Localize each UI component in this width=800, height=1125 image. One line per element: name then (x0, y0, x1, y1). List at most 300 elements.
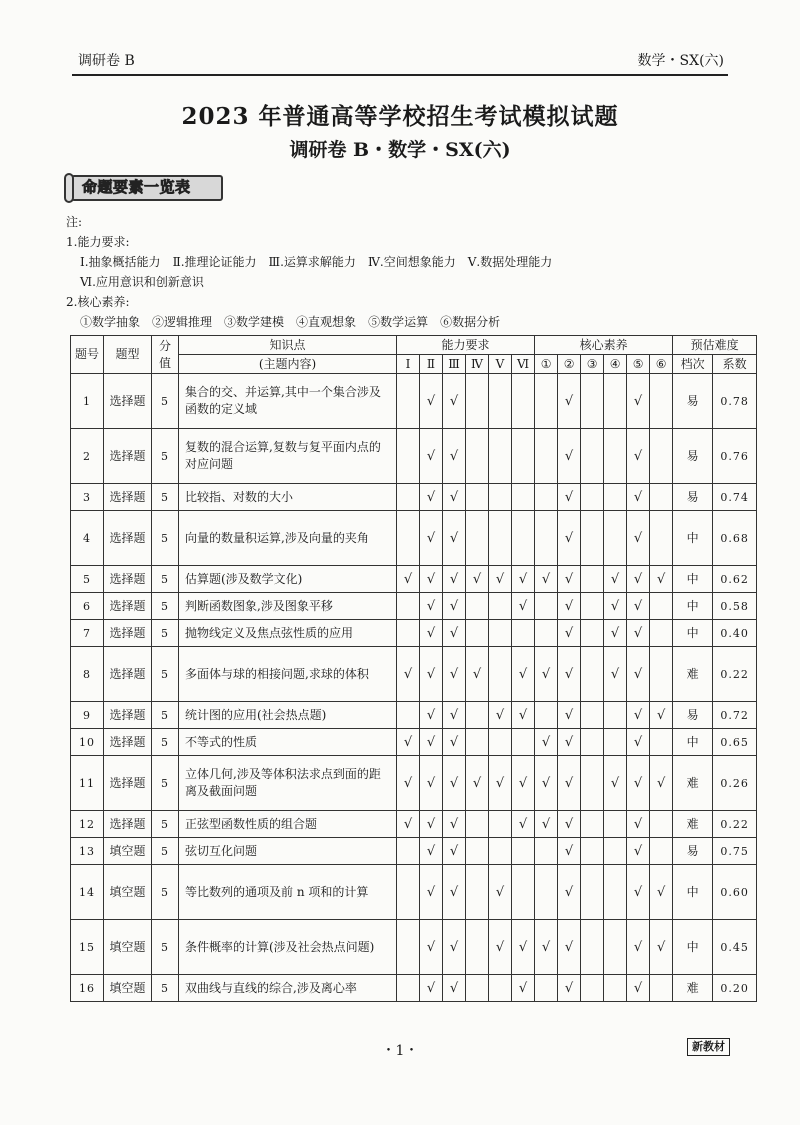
col-knowledge-header: 知识点 (179, 336, 397, 355)
row-num: 8 (71, 647, 104, 702)
note-label: 注: (66, 215, 83, 229)
literacy-list (66, 312, 564, 332)
header-divider (72, 74, 728, 76)
core-check-5: √ (627, 511, 650, 566)
core-check-4: √ (604, 593, 627, 620)
ability-check-5 (489, 620, 512, 647)
row-knowledge: 判断函数图象,涉及图象平移 (179, 593, 397, 620)
table-row (71, 620, 757, 647)
row-score: 5 (152, 920, 179, 975)
ability-check-6: √ (512, 811, 535, 838)
core-check-2: √ (558, 647, 581, 702)
row-type: 选择题 (104, 484, 152, 511)
core-check-5: √ (627, 620, 650, 647)
ability-item: Ⅳ.空间想象能力 (367, 255, 456, 269)
row-score: 5 (152, 511, 179, 566)
core-col: ⑤ (627, 355, 650, 374)
table-row (71, 811, 757, 838)
ability-check-1 (397, 593, 420, 620)
row-knowledge: 正弦型函数性质的组合题 (179, 811, 397, 838)
ability-check-6: √ (512, 702, 535, 729)
ability-check-6: √ (512, 593, 535, 620)
ability-item: Ⅲ.运算求解能力 (268, 255, 356, 269)
literacy-title: 2.核心素养: (66, 295, 130, 309)
row-num: 2 (71, 429, 104, 484)
core-check-4 (604, 975, 627, 1002)
ability-check-4 (466, 838, 489, 865)
ability-check-4 (466, 729, 489, 756)
row-score: 5 (152, 702, 179, 729)
ability-check-5 (489, 647, 512, 702)
row-num: 10 (71, 729, 104, 756)
core-check-2: √ (558, 729, 581, 756)
notes-section (66, 212, 564, 332)
ability-check-1 (397, 511, 420, 566)
row-level: 难 (673, 647, 713, 702)
core-col: ① (535, 355, 558, 374)
page-title: 2023 年普通高等学校招生考试模拟试题 (181, 103, 619, 130)
ability-check-1 (397, 429, 420, 484)
row-knowledge: 弦切互化问题 (179, 838, 397, 865)
ability-check-3: √ (443, 429, 466, 484)
row-type: 选择题 (104, 756, 152, 811)
ability-check-2: √ (420, 756, 443, 811)
core-check-5: √ (627, 429, 650, 484)
core-check-2: √ (558, 566, 581, 593)
row-knowledge: 比较指、对数的大小 (179, 484, 397, 511)
ability-check-5 (489, 811, 512, 838)
ability-check-5: √ (489, 756, 512, 811)
ability-check-1 (397, 620, 420, 647)
ability-check-1 (397, 374, 420, 429)
row-type: 填空题 (104, 865, 152, 920)
core-check-3 (581, 729, 604, 756)
core-check-4 (604, 920, 627, 975)
ability-check-3: √ (443, 566, 466, 593)
core-check-4 (604, 484, 627, 511)
ability-check-6 (512, 729, 535, 756)
row-knowledge: 向量的数量积运算,涉及向量的夹角 (179, 511, 397, 566)
ability-check-5 (489, 429, 512, 484)
row-type: 填空题 (104, 920, 152, 975)
ability-list-line2: Ⅵ.应用意识和创新意识 (80, 275, 204, 289)
row-knowledge: 抛物线定义及焦点弦性质的应用 (179, 620, 397, 647)
core-check-5: √ (627, 975, 650, 1002)
row-coef: 0.62 (713, 566, 757, 593)
row-knowledge: 多面体与球的相接问题,求球的体积 (179, 647, 397, 702)
core-check-4 (604, 811, 627, 838)
ability-check-1: √ (397, 729, 420, 756)
core-check-6: √ (650, 920, 673, 975)
row-level: 难 (673, 975, 713, 1002)
ability-col: Ⅴ (489, 355, 512, 374)
row-type: 填空题 (104, 975, 152, 1002)
row-coef: 0.26 (713, 756, 757, 811)
ability-check-5 (489, 374, 512, 429)
ability-check-2: √ (420, 620, 443, 647)
core-check-1: √ (535, 756, 558, 811)
difficulty-group-header: 预估难度 (673, 336, 757, 355)
ability-check-3: √ (443, 620, 466, 647)
ability-check-6 (512, 374, 535, 429)
core-check-2: √ (558, 374, 581, 429)
core-check-6 (650, 729, 673, 756)
row-knowledge: 复数的混合运算,复数与复平面内点的对应问题 (179, 429, 397, 484)
core-check-2: √ (558, 838, 581, 865)
core-check-3 (581, 756, 604, 811)
row-score: 5 (152, 975, 179, 1002)
row-coef: 0.58 (713, 593, 757, 620)
core-check-6: √ (650, 566, 673, 593)
row-score: 5 (152, 566, 179, 593)
core-check-3 (581, 702, 604, 729)
core-check-6 (650, 620, 673, 647)
row-type: 选择题 (104, 811, 152, 838)
row-level: 易 (673, 702, 713, 729)
literacy-item: ④直观想象 (296, 315, 357, 329)
ability-check-5 (489, 593, 512, 620)
core-check-2: √ (558, 511, 581, 566)
row-coef: 0.74 (713, 484, 757, 511)
core-check-5: √ (627, 647, 650, 702)
row-level: 中 (673, 920, 713, 975)
row-coef: 0.60 (713, 865, 757, 920)
ability-check-5 (489, 484, 512, 511)
core-check-4: √ (604, 620, 627, 647)
table-header (71, 336, 757, 374)
ability-check-2: √ (420, 593, 443, 620)
core-check-4 (604, 838, 627, 865)
row-num: 13 (71, 838, 104, 865)
table-row (71, 511, 757, 566)
ability-check-4 (466, 702, 489, 729)
core-check-2: √ (558, 865, 581, 920)
core-check-4 (604, 511, 627, 566)
ability-check-2: √ (420, 865, 443, 920)
core-check-4 (604, 865, 627, 920)
ability-check-6 (512, 484, 535, 511)
ability-check-4 (466, 975, 489, 1002)
core-check-3 (581, 511, 604, 566)
core-check-5: √ (627, 838, 650, 865)
row-level: 易 (673, 484, 713, 511)
row-coef: 0.78 (713, 374, 757, 429)
row-coef: 0.75 (713, 838, 757, 865)
ability-check-6 (512, 429, 535, 484)
ability-check-1: √ (397, 647, 420, 702)
core-check-6: √ (650, 702, 673, 729)
row-num: 1 (71, 374, 104, 429)
core-check-3 (581, 429, 604, 484)
ability-check-1 (397, 484, 420, 511)
core-check-1: √ (535, 647, 558, 702)
ability-check-4: √ (466, 647, 489, 702)
core-check-6 (650, 838, 673, 865)
core-check-1: √ (535, 729, 558, 756)
row-knowledge: 不等式的性质 (179, 729, 397, 756)
ability-check-3: √ (443, 729, 466, 756)
row-coef: 0.20 (713, 975, 757, 1002)
row-type: 选择题 (104, 729, 152, 756)
ability-check-4 (466, 811, 489, 838)
core-check-2: √ (558, 593, 581, 620)
row-score: 5 (152, 811, 179, 838)
core-check-6 (650, 429, 673, 484)
core-check-2: √ (558, 702, 581, 729)
col-level-header: 档次 (673, 355, 713, 374)
header-subject: 数学・SX(六) (637, 53, 724, 69)
core-check-1 (535, 702, 558, 729)
ability-group-header: 能力要求 (397, 336, 535, 355)
ability-check-3: √ (443, 593, 466, 620)
ability-check-1 (397, 865, 420, 920)
row-score: 5 (152, 620, 179, 647)
ability-col: Ⅳ (466, 355, 489, 374)
row-knowledge: 集合的交、并运算,其中一个集合涉及函数的定义域 (179, 374, 397, 429)
core-check-4 (604, 429, 627, 484)
ability-check-3: √ (443, 647, 466, 702)
core-check-4 (604, 702, 627, 729)
core-col: ⑥ (650, 355, 673, 374)
row-level: 中 (673, 865, 713, 920)
ability-item: Ⅰ.抽象概括能力 (80, 255, 161, 269)
col-score-header: 分值 (152, 336, 179, 374)
ability-check-6: √ (512, 756, 535, 811)
core-check-1 (535, 484, 558, 511)
ability-check-1: √ (397, 756, 420, 811)
banner-label: 命题要素一览表 (82, 178, 191, 196)
core-check-3 (581, 620, 604, 647)
row-score: 5 (152, 593, 179, 620)
table-row (71, 484, 757, 511)
ability-check-6: √ (512, 647, 535, 702)
row-coef: 0.72 (713, 702, 757, 729)
table-row (71, 647, 757, 702)
row-knowledge: 统计图的应用(社会热点题) (179, 702, 397, 729)
core-check-5: √ (627, 374, 650, 429)
elements-table (70, 335, 757, 1002)
ability-check-5 (489, 729, 512, 756)
core-check-1: √ (535, 920, 558, 975)
ability-col: Ⅰ (397, 355, 420, 374)
literacy-item: ⑥数据分析 (440, 315, 501, 329)
ability-title: 1.能力要求: (66, 235, 130, 249)
core-check-5: √ (627, 566, 650, 593)
ability-check-2: √ (420, 920, 443, 975)
table-row (71, 566, 757, 593)
row-coef: 0.22 (713, 647, 757, 702)
core-check-1: √ (535, 811, 558, 838)
ability-check-2: √ (420, 374, 443, 429)
row-num: 15 (71, 920, 104, 975)
ability-check-2: √ (420, 702, 443, 729)
row-type: 选择题 (104, 647, 152, 702)
ability-check-4 (466, 920, 489, 975)
core-check-3 (581, 647, 604, 702)
table-row (71, 593, 757, 620)
row-level: 中 (673, 620, 713, 647)
core-check-1 (535, 429, 558, 484)
row-level: 易 (673, 374, 713, 429)
ability-check-6 (512, 838, 535, 865)
col-coef-header: 系数 (713, 355, 757, 374)
core-group-header: 核心素养 (535, 336, 673, 355)
ability-check-3: √ (443, 865, 466, 920)
core-check-3 (581, 566, 604, 593)
ability-check-3: √ (443, 374, 466, 429)
row-num: 11 (71, 756, 104, 811)
table-row (71, 975, 757, 1002)
ability-col: Ⅱ (420, 355, 443, 374)
ability-check-6: √ (512, 566, 535, 593)
ability-check-2: √ (420, 429, 443, 484)
core-check-1 (535, 374, 558, 429)
row-type: 选择题 (104, 702, 152, 729)
literacy-item: ⑤数学运算 (368, 315, 429, 329)
row-score: 5 (152, 429, 179, 484)
ability-check-5: √ (489, 702, 512, 729)
ability-check-3: √ (443, 756, 466, 811)
core-check-6 (650, 593, 673, 620)
core-check-3 (581, 865, 604, 920)
core-check-1 (535, 593, 558, 620)
row-type: 选择题 (104, 620, 152, 647)
ability-check-5: √ (489, 566, 512, 593)
row-level: 易 (673, 838, 713, 865)
core-check-6 (650, 484, 673, 511)
ability-check-4 (466, 429, 489, 484)
ability-check-5 (489, 975, 512, 1002)
core-check-3 (581, 975, 604, 1002)
literacy-item: ①数学抽象 (80, 315, 141, 329)
row-coef: 0.45 (713, 920, 757, 975)
row-level: 中 (673, 593, 713, 620)
ability-item: Ⅱ.推理论证能力 (172, 255, 257, 269)
row-type: 选择题 (104, 566, 152, 593)
ability-check-2: √ (420, 975, 443, 1002)
ability-check-5: √ (489, 865, 512, 920)
ability-check-6 (512, 511, 535, 566)
core-col: ② (558, 355, 581, 374)
row-num: 16 (71, 975, 104, 1002)
col-knowledge-subheader: (主题内容) (179, 355, 397, 374)
row-num: 12 (71, 811, 104, 838)
ability-check-6: √ (512, 920, 535, 975)
table-row (71, 920, 757, 975)
ability-check-4 (466, 865, 489, 920)
ability-check-1: √ (397, 811, 420, 838)
table-row (71, 702, 757, 729)
ability-check-6 (512, 620, 535, 647)
core-check-2: √ (558, 756, 581, 811)
row-type: 填空题 (104, 838, 152, 865)
ability-check-1 (397, 702, 420, 729)
table-row (71, 865, 757, 920)
ability-check-4: √ (466, 566, 489, 593)
core-check-5: √ (627, 593, 650, 620)
core-check-6 (650, 374, 673, 429)
row-level: 中 (673, 566, 713, 593)
core-check-1 (535, 511, 558, 566)
core-check-3 (581, 374, 604, 429)
page-number: ・1・ (381, 1043, 419, 1059)
page-subtitle: 调研卷 B・数学・SX(六) (289, 139, 511, 161)
core-col: ③ (581, 355, 604, 374)
ability-check-4 (466, 593, 489, 620)
ability-check-4 (466, 511, 489, 566)
core-check-2: √ (558, 975, 581, 1002)
core-check-6 (650, 975, 673, 1002)
row-num: 3 (71, 484, 104, 511)
core-check-1 (535, 620, 558, 647)
ability-check-1 (397, 838, 420, 865)
row-coef: 0.40 (713, 620, 757, 647)
ability-check-2: √ (420, 838, 443, 865)
ability-check-3: √ (443, 511, 466, 566)
ability-check-3: √ (443, 702, 466, 729)
row-num: 4 (71, 511, 104, 566)
row-num: 6 (71, 593, 104, 620)
core-check-6 (650, 511, 673, 566)
row-type: 选择题 (104, 593, 152, 620)
literacy-item: ②逻辑推理 (152, 315, 213, 329)
core-check-2: √ (558, 620, 581, 647)
core-check-3 (581, 593, 604, 620)
ability-check-5 (489, 511, 512, 566)
row-score: 5 (152, 729, 179, 756)
row-num: 9 (71, 702, 104, 729)
ability-check-4 (466, 484, 489, 511)
core-check-2: √ (558, 429, 581, 484)
ability-col: Ⅵ (512, 355, 535, 374)
ability-list (66, 252, 564, 272)
core-check-4 (604, 374, 627, 429)
core-check-5: √ (627, 729, 650, 756)
row-num: 5 (71, 566, 104, 593)
col-num-header: 题号 (71, 336, 104, 374)
core-check-5: √ (627, 811, 650, 838)
table-row (71, 838, 757, 865)
ability-check-4 (466, 374, 489, 429)
row-level: 易 (673, 429, 713, 484)
ability-check-1: √ (397, 566, 420, 593)
core-check-6: √ (650, 865, 673, 920)
ability-check-4: √ (466, 756, 489, 811)
table-row (71, 374, 757, 429)
row-coef: 0.68 (713, 511, 757, 566)
row-coef: 0.76 (713, 429, 757, 484)
core-check-3 (581, 838, 604, 865)
row-level: 中 (673, 511, 713, 566)
row-type: 选择题 (104, 429, 152, 484)
ability-col: Ⅲ (443, 355, 466, 374)
ability-check-2: √ (420, 511, 443, 566)
table-body (71, 374, 757, 1002)
core-check-6 (650, 647, 673, 702)
row-num: 14 (71, 865, 104, 920)
row-score: 5 (152, 484, 179, 511)
row-type: 选择题 (104, 511, 152, 566)
header-exam-name: 调研卷 B (78, 53, 135, 69)
row-knowledge: 条件概率的计算(涉及社会热点问题) (179, 920, 397, 975)
banner-scroll-icon (64, 173, 74, 203)
ability-check-6: √ (512, 975, 535, 1002)
core-check-6: √ (650, 756, 673, 811)
row-level: 难 (673, 811, 713, 838)
literacy-item: ③数学建模 (224, 315, 285, 329)
row-coef: 0.65 (713, 729, 757, 756)
row-type: 选择题 (104, 374, 152, 429)
